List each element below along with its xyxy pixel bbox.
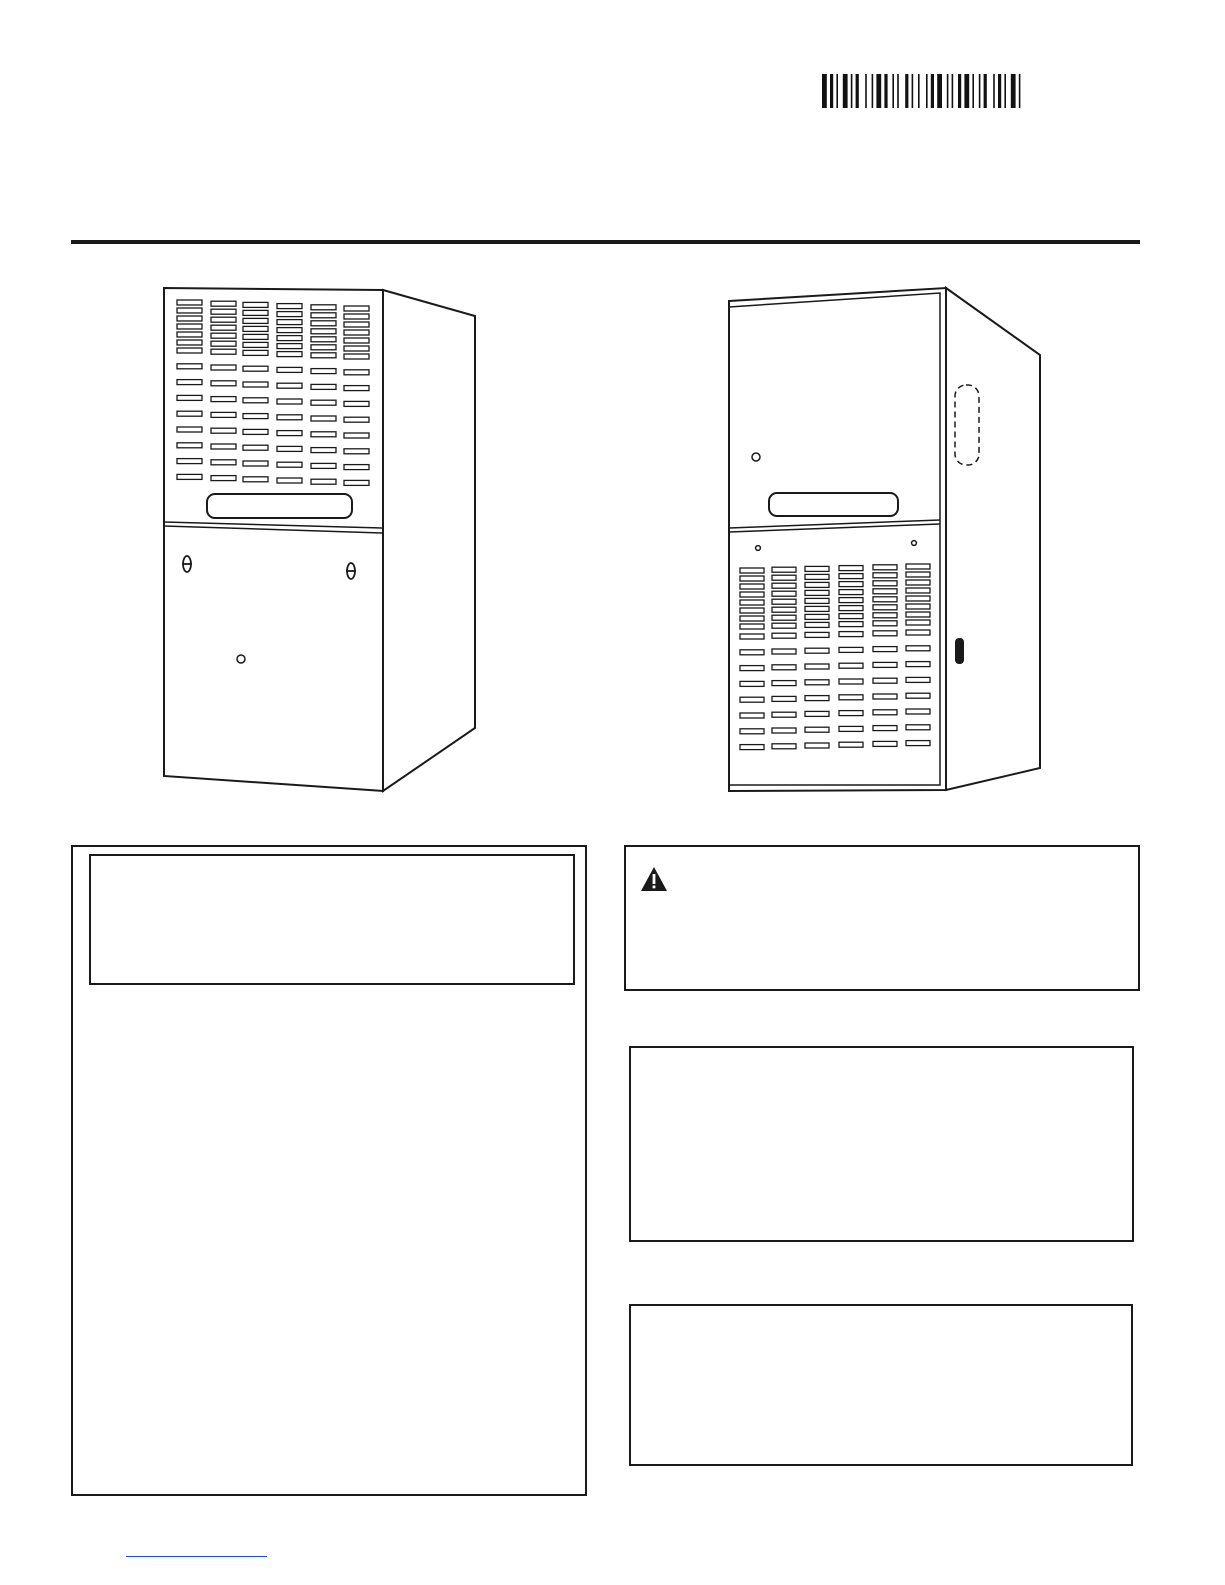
left-header-box bbox=[89, 854, 575, 985]
furnace-cabinet-illustration bbox=[718, 280, 1053, 800]
warning-triangle-icon bbox=[640, 866, 668, 892]
barcode-icon bbox=[822, 74, 1122, 108]
footer-link[interactable] bbox=[126, 1556, 267, 1557]
notice-box-lower bbox=[629, 1304, 1133, 1466]
upflow-furnace-illustration bbox=[150, 280, 490, 800]
header-rule bbox=[71, 240, 1140, 244]
notice-box-upper bbox=[629, 1046, 1134, 1242]
warning-box bbox=[624, 845, 1140, 991]
